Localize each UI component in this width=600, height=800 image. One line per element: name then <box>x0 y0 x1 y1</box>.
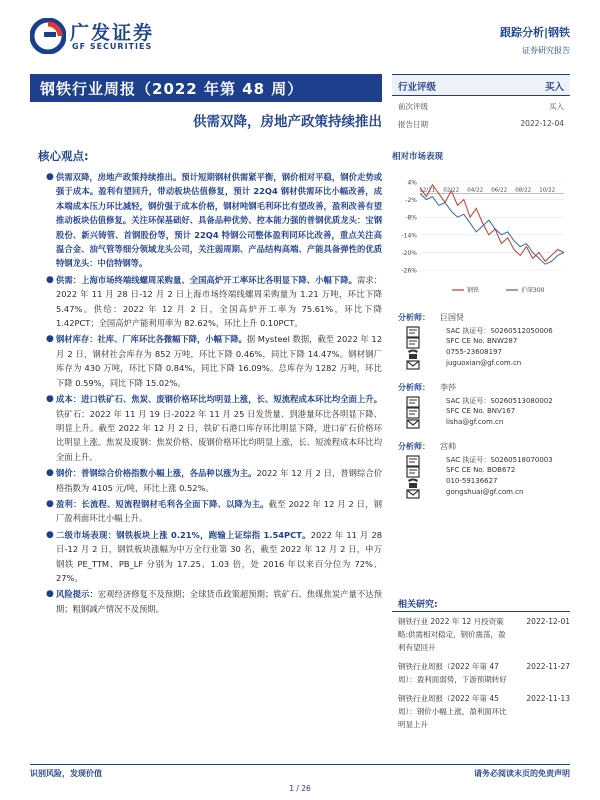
core-view-item <box>46 392 382 464</box>
related-research-date: 2022-12-01 <box>526 617 570 626</box>
analyst-contact-text: SAC 执证号：S0260512050006 <box>446 327 553 335</box>
report-title: 钢铁行业周报（2022 年第 48 周） <box>40 80 304 98</box>
report-subtitle: 供需双降，房地产政策持续推出 <box>193 114 382 130</box>
analyst-name: 巨国贤 <box>440 313 464 322</box>
core-view-body: 据 Mysteel 数据，截至 2022 年 12 月 2 日，钢材社会库存为 852 万吨，环比下降 0.46%，同比下降 14.47%。钢材钢厂库存为 430 万吨，环比下降 0.84%，同比下降 16.09%。总库存为 1282 万吨，环比下降 0.59%，同比下降 15.02%。 <box>56 334 382 388</box>
analyst-name-row <box>392 308 570 326</box>
analyst-contact-text: gongshuai@gf.com.cn <box>446 488 524 496</box>
email-icon <box>406 418 420 430</box>
gf-securities-logo <box>30 18 170 58</box>
y-tick-label: -8% <box>405 214 417 222</box>
relative-performance-chart <box>392 168 570 300</box>
analyst-contact-row <box>392 477 570 488</box>
analyst-contact-text: juguoxian@gf.com.cn <box>446 359 522 367</box>
bullet-icon: ● <box>46 498 54 509</box>
footer-slogan: 识别风险，发现价值 <box>30 769 102 778</box>
footer-disclaimer: 请务必阅读末页的免责声明 <box>474 769 570 778</box>
report-category: 跟踪分析|钢铁 <box>499 26 570 39</box>
rating-panel <box>392 74 570 132</box>
core-view-lead: 二级市场表现：钢铁板块上涨 0.21%，跑输上证综指 1.54PCT。 <box>56 529 311 540</box>
core-view-body: 需求：2022 年 11 月 28 日-12 月 2 日上海市场终端线螺周采购量为 1.21 万吨，环比下降 5.47%。供给：2022 年 12 月 2 日，全国高炉开工率为 75.61%，环比下降 1.42PCT；全国高炉产能利用率为 82.62%，环比上升 0.10PCT。 <box>56 274 382 329</box>
analyst-contact-row[interactable] <box>392 488 570 499</box>
core-view-lead: 供需双降，房地产政策持续推出。预计短期钢材供需紧平衡，钢价相对平稳，钢价走势或强于成本。盈利有望回升，带动板块估值修复，预计 22Q4 钢材供需环比小幅改善，成本端成本压力环比减轻，钢价强于成本价格，钢材吨钢毛利环比有望改善，盈利改善有望推动板块估值修复。关注环保基础好、具备品种优势、控本能力强的普钢优质龙头：宝钢股份、新兴铸管、首钢股份等，预计 22Q4 特钢公司整体盈利同环比改善，重点关注高温合金、油气管等细分领域龙头公司，关注弱周期、产品结构高端、产能具备弹性的优质特钢龙头：中信特钢等。 <box>56 172 382 269</box>
core-view-lead: 盈利：长流程、短流程钢材毛利各全面下降、以降为主。 <box>56 498 269 509</box>
logo-en-text: GF SECURITIES <box>72 42 153 51</box>
analyst-contact-row <box>392 396 570 407</box>
relative-performance-heading: 相对市场表现 <box>392 152 444 162</box>
series-line-1 <box>420 194 564 265</box>
analyst-contact-row[interactable] <box>392 418 570 429</box>
core-view-lead: 风险提示： <box>56 589 98 600</box>
report-date-value: 2022-12-04 <box>520 119 564 128</box>
header-right <box>500 24 570 56</box>
report-doc-type: 证券研究报告 <box>522 46 570 55</box>
analyst-contact-row <box>392 326 570 337</box>
core-view-body: 铁矿石：2022 年 11 月 19 日-2022 年 11 月 25 日发货量、到港量环比各明显下降、明显上升。截至 2022 年 12 月 2 日，铁矿石港口库存环比明显下降，进口矿石价格环比明显上涨。焦炭及废钢：焦炭价格、废钢价格环比均明显上涨，长、短流程成本环比均全面上升。 <box>56 408 382 462</box>
core-view-item <box>46 497 382 526</box>
bullet-icon: ● <box>46 334 54 345</box>
core-view-lead: 钢价：普钢综合价格指数小幅上涨，各品种以涨为主。 <box>56 468 257 479</box>
performance-chart-svg <box>392 168 570 300</box>
industry-rating-row <box>392 74 570 96</box>
title-bar <box>30 74 382 102</box>
bullet-icon: ● <box>46 394 54 405</box>
bullet-icon: ● <box>46 529 54 540</box>
bullet-icon: ● <box>46 468 54 479</box>
legend-label: 沪深300 <box>521 287 545 294</box>
analyst-name: 李莎 <box>440 383 456 392</box>
x-tick-label: 04/22 <box>467 187 484 194</box>
bullet-icon: ● <box>46 274 54 285</box>
related-research-date: 2022-11-13 <box>526 694 570 703</box>
y-tick-label: -20% <box>401 249 417 257</box>
rating-value: 买入 <box>544 82 564 93</box>
related-research-title: 钢铁行业周报（2022 年第 47 周）：盈利面弱势，下游预期转好 <box>398 662 507 684</box>
analyst-label: 分析师： <box>398 313 430 322</box>
analyst-contact-row <box>392 348 570 359</box>
report-date-row <box>392 114 570 132</box>
prev-rating-value: 买入 <box>549 102 564 111</box>
related-research-item[interactable] <box>392 612 570 657</box>
analyst-contact-row <box>392 466 570 477</box>
series-line-0 <box>420 185 564 261</box>
analyst-contact-text: SAC 执证号：S0260513080002 <box>446 397 553 405</box>
analyst-contact-row <box>392 407 570 418</box>
related-research-date: 2022-11-27 <box>526 662 570 671</box>
analyst-name: 宫帅 <box>440 442 456 451</box>
x-tick-label: 10/22 <box>539 187 556 194</box>
x-tick-label: 08/22 <box>515 187 532 194</box>
core-view-item <box>46 332 382 390</box>
core-view-item <box>46 170 382 271</box>
core-view-item <box>46 273 382 331</box>
analyst-contact-text: 010-59136627 <box>446 477 498 485</box>
analyst-label: 分析师： <box>398 442 430 451</box>
analyst-contact-text: lisha@gf.com.cn <box>446 418 504 426</box>
analyst-label: 分析师： <box>398 383 430 392</box>
analyst-contact-row[interactable] <box>392 359 570 370</box>
analyst-contact-row <box>392 337 570 348</box>
y-tick-label: 4% <box>407 179 417 187</box>
analyst-contact-text: SFC CE No. BNV167 <box>446 407 516 415</box>
email-icon <box>406 488 420 500</box>
x-tick-label: 02/22 <box>443 187 460 194</box>
rating-label: 行业评级 <box>398 82 437 93</box>
core-views-heading: 核心观点: <box>38 149 89 163</box>
x-tick-label: 06/22 <box>491 187 508 194</box>
core-view-item <box>46 528 382 586</box>
core-view-body: 2022 年 11 月 28 日-12 月 2 日，钢铁板块涨幅为中万全行业第 30 名，截至 2022 年 12 月 2 日，申万钢铁 PE_TTM、PB_LF 分别为 17.25、1.03 倍，处 2016 年以来百分位为 72%、27%。 <box>56 529 382 583</box>
y-tick-label: -14% <box>401 232 417 240</box>
core-view-body: 宏观经济修复不及预期；全球货币政策超预期；铁矿石、焦煤焦炭产量不达预期；粗钢减产情况不及预期。 <box>56 589 382 614</box>
legend-label: 钢铁 <box>467 287 480 294</box>
related-research <box>392 594 570 734</box>
analyst-contact-row <box>392 455 570 466</box>
report-header <box>0 0 600 70</box>
x-tick-label: 12/21 <box>419 187 436 194</box>
footer-divider <box>30 764 570 765</box>
core-view-item <box>46 587 382 616</box>
related-research-items <box>392 612 570 734</box>
email-icon <box>406 359 420 371</box>
bullet-icon: ● <box>46 589 54 600</box>
analyst-contact-text: 0755-23608197 <box>446 348 502 356</box>
core-view-item <box>46 466 382 495</box>
bullet-icon: ● <box>46 172 54 182</box>
related-research-title: 钢铁行业周报（2022 年第 45 周）：钢价小幅上涨，盈利面环比明显上升 <box>398 694 507 729</box>
analyst-list <box>392 308 570 507</box>
related-research-item[interactable] <box>392 657 570 689</box>
analyst-contact-text: SFC CE No. BOB672 <box>446 466 516 474</box>
prev-rating-label: 前次评级 <box>398 102 428 111</box>
related-research-title: 钢铁行业 2022 年 12 月投资策略:供需相对稳定，钢价震荡，盈利有望回升 <box>398 617 506 652</box>
y-tick-label: -26% <box>401 267 417 275</box>
related-research-heading: 相关研究: <box>392 594 570 612</box>
core-view-lead: 成本：进口铁矿石、焦炭、废钢价格环比均明显上涨，长、短流程成本环比均全面上升。 <box>56 394 382 405</box>
related-research-item[interactable] <box>392 689 570 734</box>
core-views-list <box>46 170 382 618</box>
logo-cn-text: 广发证券 <box>70 22 155 44</box>
analyst-name-row <box>392 378 570 396</box>
core-view-lead: 钢材库存：社库、厂库环比各微幅下降，小幅下降。 <box>56 334 247 345</box>
analyst-contact-text: SFC CE No. BNW287 <box>446 337 518 345</box>
analyst-contact-text: SAC 执证号：S0260518070003 <box>446 456 553 464</box>
core-view-body: 截至 2022 年 12 月 2 日，钢厂盈利面环比小幅上升。 <box>56 498 382 524</box>
analyst-name-row <box>392 437 570 455</box>
core-view-body: 2022 年 12 月 2 日，普钢综合价格指数为 4105 元/吨，环比上涨 0.52%。 <box>56 468 382 493</box>
page-number: 1 / 26 <box>289 784 311 793</box>
previous-rating-row <box>392 96 570 114</box>
y-tick-label: -2% <box>405 197 417 205</box>
report-date-label: 报告日期 <box>398 120 428 129</box>
gf-logo-icon <box>30 18 66 54</box>
core-view-lead: 供需：上海市场终端线螺周采购量、全国高炉开工率环比各明显下降、小幅下降。 <box>56 274 357 285</box>
